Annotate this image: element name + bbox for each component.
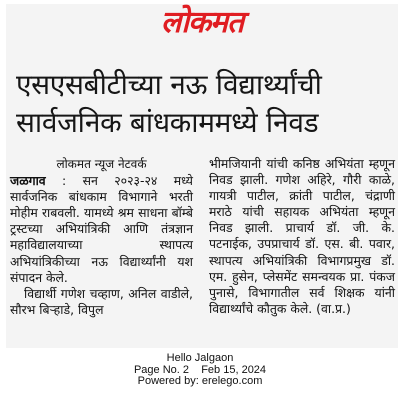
article-headline: एसएसबीटीच्या नऊ विद्यार्थ्यांची सार्वजनिक बांधकाममध्ये निवड: [16, 68, 322, 139]
footer-powered-by: Powered by: erelego.com: [137, 375, 263, 387]
masthead-logo: लोकमत: [160, 5, 244, 40]
footer-page-date: Page No. 2 Feb 15, 2024: [133, 363, 267, 376]
footer-publication: Hello Jalgaon: [166, 352, 234, 364]
article-dateline: जळगाव: [10, 173, 46, 189]
article-column-left: [10, 156, 193, 318]
article-paragraph-2: विद्यार्थी गणेश चव्हाण, अनिल वाडीले, सौरभ बिऱ्हाडे, विपुल: [10, 285, 193, 317]
article-column-right: [209, 156, 395, 317]
article-paragraph-1: [10, 173, 193, 286]
article-paragraph-3: भीमजियानी यांची कनिष्ठ अभियंता म्हणून निवड झाली. गणेश अहिरे, गौरी काळे, गायत्री पाटील, क्रांती पाटील, चंद्राणी मराठे यांची सहायक अभियंता म्हणून निवड झाली. प्राचार्य डॉ. जी. के. पटनाईक, उपप्राचार्य डॉ. एस. बी. पवार, स्थापत्य अभियांत्रिकी विभागप्रमुख डॉ. एम. हुसेन, प्लेसमेंट समन्वयक प्रा. पंकज पुनासे, विभागातील सर्व शिक्षक यांनी विद्यार्थ्यांचे कौतुक केले. (वा.प्र.): [209, 156, 395, 316]
article-byline: लोकमत न्यूज नेटवर्क: [56, 157, 147, 171]
article-paragraph-1-text: : सन २०२३-२४ मध्ये सार्वजनिक बांधकाम विभागाने भरती मोहीम राबवली. यामध्ये श्रम साधना बॉम्बे ट्रस्टच्या अभियांत्रिकी आणि तंत्रज्ञान महाविद्यालयाच्या स्थापत्य अभियांत्रिकीच्या नऊ विद्यार्थ्यांनी यश संपादन केले.: [10, 173, 193, 285]
page-footer: [0, 353, 400, 388]
newspaper-clipping: [6, 4, 398, 348]
